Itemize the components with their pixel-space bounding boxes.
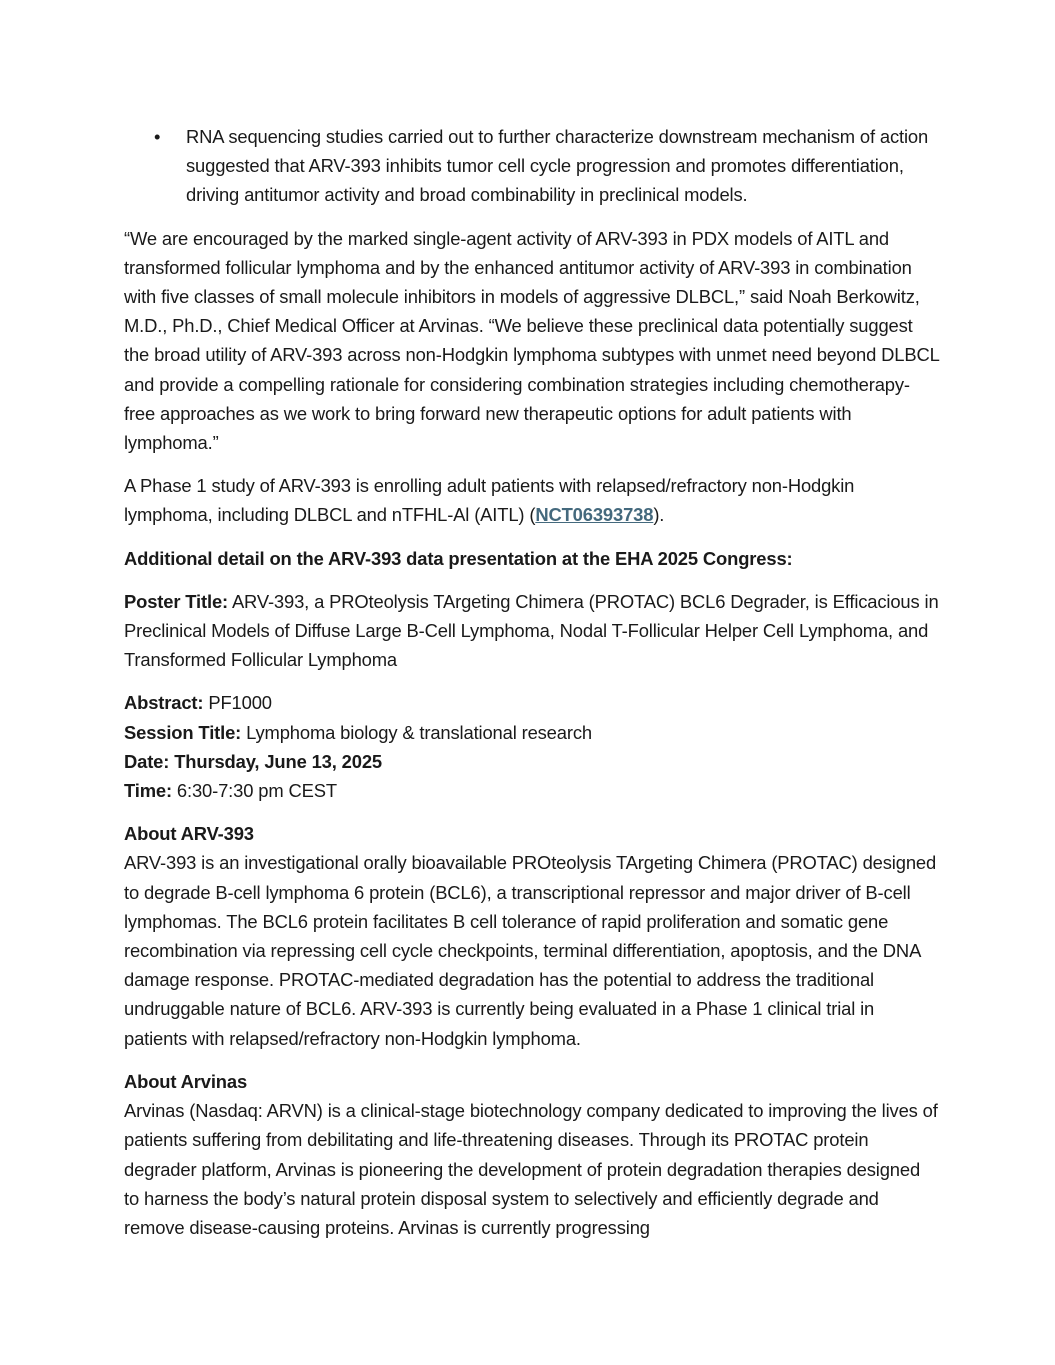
- session-value: Lymphoma biology & translational research: [241, 721, 592, 743]
- quote-paragraph: “We are encouraged by the marked single-agent activity of ARV-393 in PDX models of AITL and transformed follicular lymphoma and by the enhanced antitumor activity of ARV-393 in combination with five classes of small molecule inhibitors in models of aggressive DLBCL,” said Noah Berkowitz, M.D., Ph.D., Chief Medical Officer at Arvinas. “We believe these preclinical data potentially suggest the broad utility of ARV-393 across non-Hodgkin lymphoma subtypes with unmet need beyond DLBCL and provide a compelling rationale for considering combination strategies including chemotherapy-free approaches as we work to bring forward new therapeutic options for adult patients with lymphoma.”: [124, 227, 939, 454]
- presentation-details: [124, 688, 939, 805]
- time-line: [124, 776, 939, 805]
- phase1-text-before: A Phase 1 study of ARV-393 is enrolling adult patients with relapsed/refractory non-Hodgkin lymphoma, including DLBCL and nTFHL-Al (AITL) (: [124, 475, 855, 526]
- time-label: Time:: [124, 780, 172, 802]
- additional-detail-heading: Additional detail on the ARV-393 data presentation at the EHA 2025 Congress:: [124, 547, 793, 569]
- session-label: Session Title:: [124, 721, 242, 743]
- phase1-paragraph: [124, 471, 939, 529]
- poster-title-paragraph: [124, 587, 939, 675]
- date-line: Date: Thursday, June 13, 2025: [124, 750, 382, 772]
- abstract-value: PF1000: [203, 692, 272, 714]
- bullet-item: [124, 122, 939, 210]
- session-line: [124, 718, 939, 747]
- nct-trial-link[interactable]: NCT06393738: [535, 504, 654, 526]
- bullet-text: RNA sequencing studies carried out to further characterize downstream mechanism of action suggested that ARV-393 inhibits tumor cell cycle progression and promotes differentiation, driving antitumor activity and broad combinability in preclinical models.: [186, 126, 929, 206]
- about-arv-393-body: ARV-393 is an investigational orally bioavailable PROteolysis TArgeting Chimera (PROTAC) designed to degrade B-cell lymphoma 6 protein (BCL6), a transcriptional repressor and major driver of B-cell lymphomas. The BCL6 protein facilitates B cell tolerance of rapid proliferation and somatic gene recombination via repressing cell cycle checkpoints, terminal differentiation, apoptosis, and the DNA damage response. PROTAC-mediated degradation has the potential to address the traditional undruggable nature of BCL6. ARV-393 is currently being evaluated in a Phase 1 clinical trial in patients with relapsed/refractory non-Hodgkin lymphoma.: [124, 852, 937, 1049]
- abstract-line: [124, 688, 939, 717]
- time-value: 6:30-7:30 pm CEST: [171, 780, 337, 802]
- about-arv-393-section: [124, 819, 939, 1053]
- about-arvinas-body: Arvinas (Nasdaq: ARVN) is a clinical-stage biotechnology company dedicated to improving the lives of patients suffering from debilitating and life-threatening diseases. Through its PROTAC protein degrader platform, Arvinas is pioneering the development of protein degradation therapies designed to harness the body’s natural protein disposal system to selectively and efficiently degrade and remove disease-causing proteins. Arvinas is currently progressing: [124, 1100, 938, 1238]
- about-arv-393-heading: About ARV-393: [124, 823, 254, 845]
- phase1-text-after: ).: [653, 504, 665, 526]
- bullet-dot-icon: •: [154, 126, 161, 147]
- document-body: [124, 122, 939, 1256]
- about-arvinas-heading: About Arvinas: [124, 1070, 248, 1092]
- poster-title-value: ARV-393, a PROteolysis TArgeting Chimera (PROTAC) BCL6 Degrader, is Efficacious in Preclinical Models of Diffuse Large B-Cell Lymphoma, Nodal T-Follicular Helper Cell Lymphoma, and Transformed Follicular Lymphoma: [124, 590, 939, 671]
- about-arvinas-section: [124, 1067, 939, 1242]
- poster-title-label: Poster Title:: [124, 590, 228, 612]
- abstract-label: Abstract:: [124, 692, 204, 714]
